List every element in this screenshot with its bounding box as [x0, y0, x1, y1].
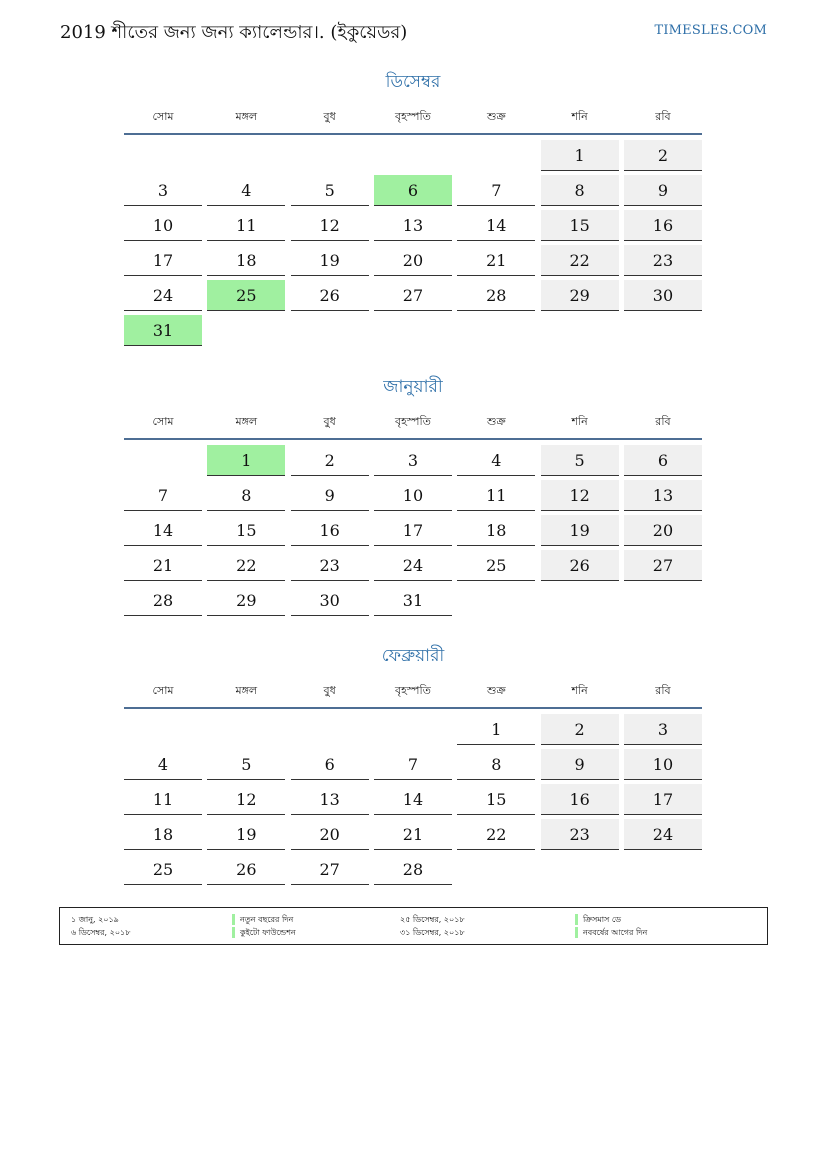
day-cell: 26 — [291, 280, 369, 311]
day-cell: 14 — [374, 784, 452, 815]
empty-cell — [291, 140, 369, 171]
weekday-header-row — [124, 414, 702, 440]
page-title: 2019 শীতের জন্য জন্য ক্যালেন্ডার।. (ইকুয়েডর) — [60, 22, 408, 43]
day-cell: 18 — [124, 819, 202, 850]
day-cell: 12 — [291, 210, 369, 241]
day-cell: 30 — [624, 280, 702, 311]
weekday-tue: মঙ্গল — [235, 415, 258, 428]
day-cell: 24 — [374, 550, 452, 581]
day-cell: 8 — [457, 749, 535, 780]
weekday-sun: রবি — [655, 684, 671, 697]
day-grid — [124, 714, 702, 885]
day-cell: 19 — [291, 245, 369, 276]
day-cell: 5 — [291, 175, 369, 206]
weekday-thu: বৃহস্পতি — [395, 684, 431, 697]
day-cell: 6 — [624, 445, 702, 476]
day-cell: 4 — [457, 445, 535, 476]
day-cell: 3 — [124, 175, 202, 206]
day-grid — [124, 140, 702, 346]
weekday-sun: রবি — [655, 415, 671, 428]
day-cell: 31 — [124, 315, 202, 346]
day-cell: 13 — [291, 784, 369, 815]
legend-date: ১ জানু, ২০১৯ — [71, 915, 119, 924]
weekday-fri: শুক্র — [486, 110, 506, 123]
day-cell: 4 — [207, 175, 285, 206]
empty-cell — [124, 714, 202, 745]
legend-holiday-name: ক্রিসমাস ডে — [575, 914, 621, 925]
day-cell: 13 — [374, 210, 452, 241]
legend-date: ৩১ ডিসেম্বর, ২০১৮ — [400, 928, 465, 937]
day-cell: 19 — [541, 515, 619, 546]
weekday-thu: বৃহস্পতি — [395, 110, 431, 123]
day-cell: 2 — [541, 714, 619, 745]
day-cell: 5 — [541, 445, 619, 476]
day-cell: 21 — [457, 245, 535, 276]
day-cell: 7 — [374, 749, 452, 780]
day-cell: 23 — [291, 550, 369, 581]
weekday-wed: বুধ — [323, 684, 336, 697]
day-cell: 21 — [374, 819, 452, 850]
day-cell: 10 — [374, 480, 452, 511]
day-cell: 10 — [624, 749, 702, 780]
day-cell: 22 — [457, 819, 535, 850]
weekday-sun: রবি — [655, 110, 671, 123]
legend-holiday-name: নববর্ষের আগের দিন — [575, 927, 647, 938]
day-cell: 23 — [624, 245, 702, 276]
empty-cell — [374, 714, 452, 745]
empty-cell — [457, 140, 535, 171]
day-cell: 9 — [541, 749, 619, 780]
day-cell: 20 — [374, 245, 452, 276]
day-cell: 28 — [374, 854, 452, 885]
day-cell: 18 — [457, 515, 535, 546]
holiday-legend — [59, 907, 768, 945]
day-cell: 13 — [624, 480, 702, 511]
day-cell: 11 — [457, 480, 535, 511]
day-cell: 2 — [624, 140, 702, 171]
day-cell: 22 — [207, 550, 285, 581]
month-name: জানুয়ারী — [383, 377, 443, 397]
month-name: ডিসেম্বর — [385, 72, 441, 92]
empty-cell — [207, 140, 285, 171]
empty-cell — [291, 714, 369, 745]
day-cell: 7 — [457, 175, 535, 206]
site-link[interactable]: TIMESLES.COM — [654, 23, 767, 38]
day-cell: 16 — [624, 210, 702, 241]
weekday-fri: শুক্র — [486, 684, 506, 697]
day-cell: 19 — [207, 819, 285, 850]
day-cell: 26 — [207, 854, 285, 885]
weekday-wed: বুধ — [323, 415, 336, 428]
day-cell: 31 — [374, 585, 452, 616]
weekday-tue: মঙ্গল — [235, 110, 258, 123]
day-cell: 15 — [207, 515, 285, 546]
month-name: ফেব্রুয়ারী — [381, 646, 445, 666]
day-cell: 24 — [624, 819, 702, 850]
day-cell: 16 — [291, 515, 369, 546]
day-cell: 8 — [541, 175, 619, 206]
weekday-sat: শনি — [571, 110, 588, 123]
weekday-sat: শনি — [571, 415, 588, 428]
day-cell: 4 — [124, 749, 202, 780]
day-cell: 11 — [124, 784, 202, 815]
day-cell: 29 — [541, 280, 619, 311]
day-cell: 14 — [457, 210, 535, 241]
day-cell: 20 — [291, 819, 369, 850]
day-cell: 12 — [541, 480, 619, 511]
weekday-header-row — [124, 683, 702, 709]
day-cell: 11 — [207, 210, 285, 241]
day-cell: 9 — [624, 175, 702, 206]
day-cell: 8 — [207, 480, 285, 511]
day-cell: 6 — [291, 749, 369, 780]
weekday-thu: বৃহস্পতি — [395, 415, 431, 428]
day-cell: 18 — [207, 245, 285, 276]
empty-cell — [124, 445, 202, 476]
day-cell: 25 — [207, 280, 285, 311]
empty-cell — [207, 714, 285, 745]
day-cell: 5 — [207, 749, 285, 780]
weekday-wed: বুধ — [323, 110, 336, 123]
month-december — [124, 69, 702, 346]
day-cell: 30 — [291, 585, 369, 616]
day-cell: 17 — [374, 515, 452, 546]
weekday-header-row — [124, 109, 702, 135]
weekday-mon: সোম — [152, 415, 174, 428]
day-cell: 27 — [374, 280, 452, 311]
day-cell: 3 — [374, 445, 452, 476]
day-cell: 21 — [124, 550, 202, 581]
weekday-sat: শনি — [571, 684, 588, 697]
day-cell: 15 — [541, 210, 619, 241]
legend-date: ৬ ডিসেম্বর, ২০১৮ — [71, 928, 131, 937]
legend-holiday-name: কুইটো ফাউন্ডেশন — [232, 927, 296, 938]
day-cell: 29 — [207, 585, 285, 616]
empty-cell — [374, 140, 452, 171]
day-cell: 22 — [541, 245, 619, 276]
day-grid — [124, 445, 702, 616]
day-cell: 6 — [374, 175, 452, 206]
legend-date: ২৫ ডিসেম্বর, ২০১৮ — [400, 915, 465, 924]
day-cell: 1 — [541, 140, 619, 171]
day-cell: 10 — [124, 210, 202, 241]
month-january — [124, 374, 702, 616]
day-cell: 23 — [541, 819, 619, 850]
day-cell: 25 — [124, 854, 202, 885]
day-cell: 2 — [291, 445, 369, 476]
month-february — [124, 643, 702, 885]
weekday-tue: মঙ্গল — [235, 684, 258, 697]
weekday-mon: সোম — [152, 684, 174, 697]
day-cell: 20 — [624, 515, 702, 546]
empty-cell — [124, 140, 202, 171]
legend-holiday-name: নতুন বছরের দিন — [232, 914, 293, 925]
day-cell: 28 — [124, 585, 202, 616]
day-cell: 15 — [457, 784, 535, 815]
weekday-mon: সোম — [152, 110, 174, 123]
day-cell: 12 — [207, 784, 285, 815]
day-cell: 28 — [457, 280, 535, 311]
day-cell: 1 — [207, 445, 285, 476]
day-cell: 24 — [124, 280, 202, 311]
weekday-fri: শুক্র — [486, 415, 506, 428]
day-cell: 7 — [124, 480, 202, 511]
day-cell: 17 — [624, 784, 702, 815]
day-cell: 25 — [457, 550, 535, 581]
day-cell: 9 — [291, 480, 369, 511]
day-cell: 27 — [624, 550, 702, 581]
day-cell: 14 — [124, 515, 202, 546]
day-cell: 1 — [457, 714, 535, 745]
day-cell: 16 — [541, 784, 619, 815]
day-cell: 3 — [624, 714, 702, 745]
day-cell: 17 — [124, 245, 202, 276]
day-cell: 27 — [291, 854, 369, 885]
day-cell: 26 — [541, 550, 619, 581]
